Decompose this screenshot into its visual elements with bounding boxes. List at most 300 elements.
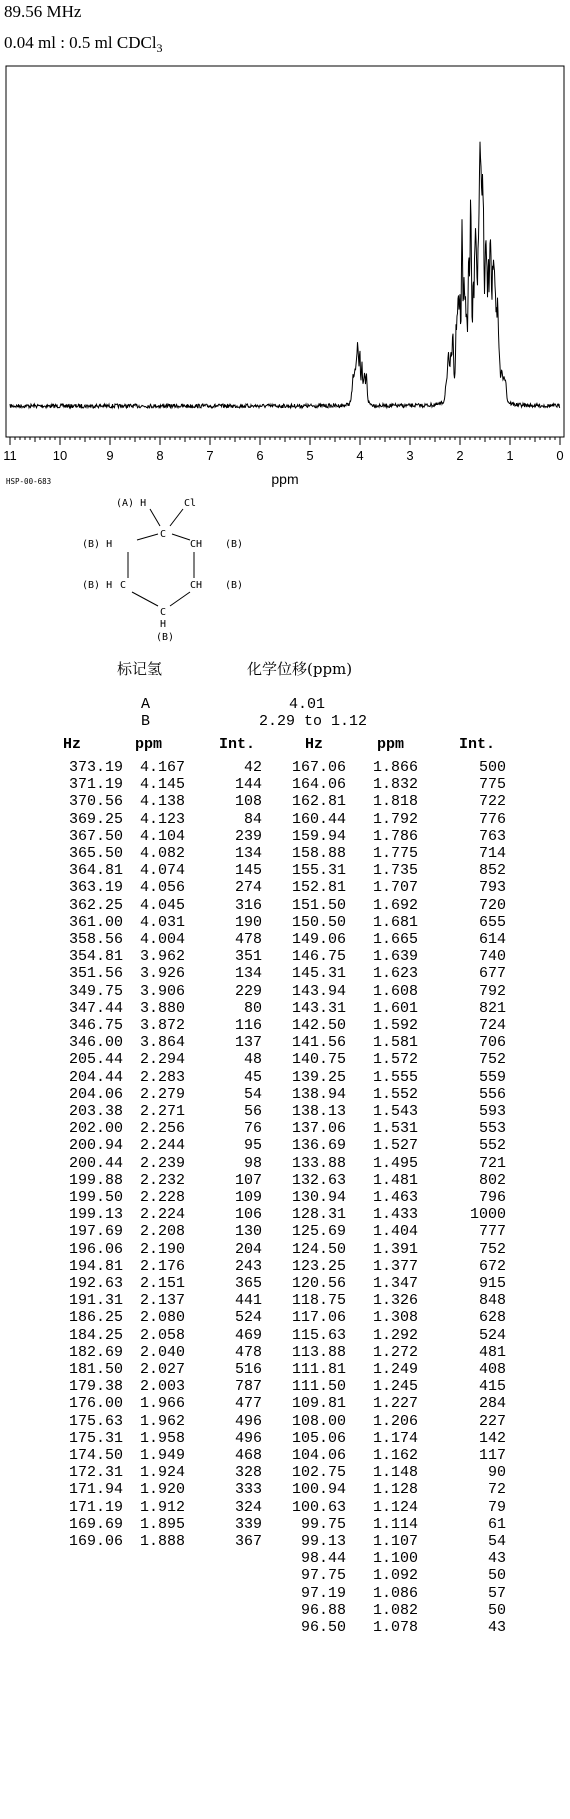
label-c4: C (160, 607, 167, 618)
cell-left-int: 98 (243, 1154, 262, 1172)
cell-right-hz: 152.81 (291, 879, 346, 897)
spectrum-trace (10, 142, 560, 408)
cell-right-int: 1000 (469, 1206, 506, 1224)
cell-left-ppm: 2.283 (139, 1068, 185, 1086)
header-hz-left: Hz (63, 736, 82, 753)
cell-right-hz: 111.50 (291, 1378, 346, 1396)
cell-right-int: 57 (487, 1584, 506, 1602)
cell-left-int: 134 (234, 965, 262, 983)
cell-left-int: 204 (234, 1240, 262, 1258)
cell-left-int: 137 (234, 1034, 262, 1052)
cell-left-hz: 202.00 (68, 1120, 123, 1138)
cell-left-hz: 349.75 (68, 982, 123, 1000)
label-b-bottom: (B) (156, 632, 175, 643)
cell-left-ppm: 2.040 (139, 1343, 185, 1361)
cell-left-int: 496 (234, 1412, 262, 1430)
cell-left-hz: 184.25 (68, 1326, 123, 1344)
cell-left-int: 239 (234, 827, 262, 845)
x-tick-label: 3 (406, 448, 414, 463)
cell-right-int: 72 (487, 1481, 506, 1499)
assignment-shift-b: 2.29 to 1.12 (259, 713, 368, 730)
label-c3: C (120, 580, 127, 591)
cell-left-hz: 205.44 (68, 1051, 123, 1069)
cell-right-ppm: 1.326 (372, 1292, 418, 1310)
cell-left-ppm: 2.256 (139, 1120, 185, 1138)
cell-right-int: 284 (478, 1395, 506, 1413)
cell-left-int: 468 (234, 1447, 262, 1464)
cell-right-ppm: 1.623 (372, 965, 418, 983)
cell-left-ppm: 2.239 (139, 1154, 185, 1172)
cell-left-hz: 203.38 (68, 1103, 123, 1120)
cell-left-ppm: 4.104 (139, 827, 185, 845)
cell-right-hz: 139.25 (291, 1068, 346, 1086)
cell-left-ppm: 3.906 (139, 982, 185, 1000)
label-b-h2-upper-left: (B) H (82, 539, 113, 550)
cell-left-hz: 369.25 (68, 810, 123, 828)
cell-right-hz: 143.94 (291, 982, 346, 1000)
cell-left-ppm: 2.271 (139, 1103, 185, 1120)
cell-right-ppm: 1.818 (372, 793, 418, 811)
plot-frame (6, 66, 564, 437)
cell-right-int: 500 (478, 759, 506, 776)
cell-right-int: 720 (478, 896, 506, 914)
cell-right-hz: 102.75 (291, 1464, 346, 1482)
cell-right-int: 821 (478, 999, 506, 1017)
x-tick-label: 7 (206, 448, 214, 463)
cell-right-ppm: 1.786 (372, 827, 418, 845)
cell-right-ppm: 1.608 (372, 982, 418, 1000)
cell-left-hz: 362.25 (68, 896, 123, 914)
cell-left-hz: 200.94 (68, 1137, 123, 1155)
x-tick-label: 11 (3, 448, 17, 463)
header-int-right: Int. (459, 736, 496, 753)
cell-left-ppm: 3.926 (139, 965, 185, 983)
cell-left-ppm: 2.003 (139, 1378, 185, 1396)
cell-right-ppm: 1.206 (372, 1412, 418, 1430)
cell-left-int: 333 (234, 1481, 262, 1499)
cell-left-int: 496 (234, 1429, 262, 1447)
cell-right-int: 481 (478, 1343, 506, 1361)
cell-left-hz: 174.50 (68, 1447, 123, 1464)
cell-left-hz: 176.00 (68, 1395, 123, 1413)
cell-right-ppm: 1.481 (372, 1171, 418, 1189)
cell-left-hz: 346.00 (68, 1034, 123, 1052)
cell-left-ppm: 1.958 (139, 1429, 185, 1447)
cell-right-int: 593 (478, 1103, 506, 1120)
cell-left-ppm: 4.004 (139, 931, 185, 948)
cell-right-int: 54 (487, 1533, 506, 1550)
cell-left-ppm: 2.279 (139, 1085, 185, 1103)
cell-right-ppm: 1.100 (372, 1550, 418, 1568)
cell-right-hz: 149.06 (291, 931, 346, 948)
cell-left-hz: 192.63 (68, 1275, 123, 1292)
x-tick-label: 8 (156, 448, 164, 463)
cell-right-hz: 158.88 (291, 845, 346, 862)
cell-right-hz: 142.50 (291, 1017, 346, 1034)
cell-right-hz: 137.06 (291, 1120, 346, 1138)
cell-left-hz: 370.56 (68, 793, 123, 811)
cell-left-ppm: 3.962 (139, 948, 185, 966)
cell-right-int: 79 (487, 1498, 506, 1516)
cell-right-hz: 96.50 (300, 1619, 346, 1636)
cell-left-hz: 172.31 (68, 1464, 123, 1482)
cell-left-int: 45 (243, 1068, 262, 1086)
cell-right-hz: 108.00 (291, 1412, 346, 1430)
cell-right-ppm: 1.078 (372, 1619, 418, 1636)
cell-left-ppm: 2.244 (139, 1137, 185, 1155)
label-c1: C (160, 529, 167, 540)
cell-right-int: 802 (478, 1171, 506, 1189)
cell-right-int: 61 (487, 1515, 506, 1533)
cell-right-int: 43 (487, 1619, 506, 1636)
cell-right-int: 724 (478, 1017, 506, 1034)
cell-left-int: 84 (243, 810, 262, 828)
sample-description (4, 33, 163, 56)
assignment-shift-a: 4.01 (289, 696, 326, 713)
cell-left-ppm: 2.137 (139, 1292, 185, 1310)
cell-right-int: 740 (478, 948, 506, 966)
cell-right-int: 777 (478, 1223, 506, 1241)
cell-left-int: 108 (234, 793, 262, 811)
cell-right-hz: 146.75 (291, 948, 346, 966)
cell-left-ppm: 1.895 (139, 1515, 185, 1533)
cell-left-ppm: 2.208 (139, 1223, 185, 1241)
cell-left-hz: 200.44 (68, 1154, 123, 1172)
cell-left-int: 106 (234, 1206, 262, 1224)
cell-right-int: 408 (478, 1361, 506, 1378)
cell-right-int: 556 (478, 1085, 506, 1103)
x-axis-tick-labels (3, 448, 563, 463)
cell-right-int: 848 (478, 1292, 506, 1310)
cell-right-hz: 115.63 (291, 1326, 346, 1344)
cell-right-ppm: 1.639 (372, 948, 418, 966)
cell-right-hz: 128.31 (291, 1206, 346, 1224)
cell-left-int: 134 (234, 845, 262, 862)
cell-right-ppm: 1.128 (372, 1481, 418, 1499)
cell-right-int: 763 (478, 827, 506, 845)
cell-right-ppm: 1.555 (372, 1068, 418, 1086)
cell-left-hz: 367.50 (68, 827, 123, 845)
sample-main: 0.04 ml : 0.5 ml CDCl (4, 33, 157, 52)
cell-right-ppm: 1.495 (372, 1154, 418, 1172)
cell-right-hz: 164.06 (291, 776, 346, 794)
cell-left-ppm: 1.924 (139, 1464, 185, 1482)
cell-left-int: 524 (234, 1309, 262, 1327)
cell-left-int: 328 (234, 1464, 262, 1482)
cell-left-hz: 351.56 (68, 965, 123, 983)
x-axis-label: ppm (271, 471, 299, 487)
bond-c3-c4 (132, 592, 158, 606)
label-b-lower-right: (B) (225, 580, 244, 591)
cell-right-int: 43 (487, 1550, 506, 1568)
cell-right-int: 672 (478, 1257, 506, 1275)
cell-left-ppm: 1.920 (139, 1481, 185, 1499)
cell-right-ppm: 1.527 (372, 1137, 418, 1155)
cell-right-hz: 130.94 (291, 1189, 346, 1206)
cell-right-int: 793 (478, 879, 506, 897)
cell-right-hz: 155.31 (291, 862, 346, 880)
cell-left-ppm: 2.190 (139, 1240, 185, 1258)
x-tick-label: 2 (456, 448, 464, 463)
cell-right-hz: 113.88 (291, 1343, 346, 1361)
x-tick-label: 10 (52, 448, 68, 463)
cell-right-hz: 125.69 (291, 1223, 346, 1241)
cell-left-hz: 171.19 (68, 1498, 123, 1516)
cell-right-int: 752 (478, 1051, 506, 1069)
cell-left-hz: 361.00 (68, 913, 123, 931)
cell-left-hz: 179.38 (68, 1378, 123, 1396)
cell-right-int: 553 (478, 1120, 506, 1138)
header-int-left: Int. (219, 736, 256, 753)
cell-left-int: 478 (234, 1343, 262, 1361)
cell-left-int: 56 (243, 1103, 262, 1120)
cell-left-hz: 196.06 (68, 1240, 123, 1258)
cell-right-hz: 100.63 (291, 1498, 346, 1516)
cell-left-hz: 204.44 (68, 1068, 123, 1086)
cell-right-ppm: 1.592 (372, 1017, 418, 1034)
cell-left-int: 274 (234, 879, 262, 897)
shift-column-header: 化学位移(ppm) (247, 660, 353, 678)
cell-right-hz: 111.81 (291, 1361, 346, 1378)
cell-right-ppm: 1.308 (372, 1309, 418, 1327)
label-ch2-upper-right: CH (190, 539, 203, 550)
cell-right-hz: 105.06 (291, 1429, 346, 1447)
cell-left-hz: 204.06 (68, 1085, 123, 1103)
cell-left-int: 130 (234, 1223, 262, 1241)
cell-left-ppm: 4.138 (139, 793, 185, 811)
cell-right-hz: 140.75 (291, 1051, 346, 1069)
cell-left-ppm: 2.027 (139, 1361, 185, 1378)
cell-right-ppm: 1.792 (372, 810, 418, 828)
label-h2-bottom: H (160, 619, 167, 630)
cell-right-ppm: 1.433 (372, 1206, 418, 1224)
cell-right-ppm: 1.707 (372, 879, 418, 897)
cell-left-int: 54 (243, 1085, 262, 1103)
cell-left-hz: 182.69 (68, 1343, 123, 1361)
sample-subscript: 3 (156, 41, 163, 55)
cell-right-int: 90 (487, 1464, 506, 1482)
cell-left-ppm: 2.228 (139, 1189, 185, 1206)
cell-left-ppm: 1.888 (139, 1533, 185, 1550)
cell-left-ppm: 3.872 (139, 1017, 185, 1034)
cell-left-ppm: 4.031 (139, 913, 185, 931)
assignment-label-b: B (141, 713, 151, 730)
cell-right-ppm: 1.581 (372, 1034, 418, 1052)
cell-left-int: 116 (234, 1017, 262, 1034)
spectrometer-frequency: 89.56 MHz (4, 2, 82, 21)
cell-left-int: 144 (234, 776, 262, 794)
cell-left-int: 190 (234, 913, 262, 931)
bond-c1-c2 (137, 534, 158, 540)
cell-right-hz: 151.50 (291, 896, 346, 914)
cell-left-hz: 175.31 (68, 1429, 123, 1447)
cell-left-ppm: 2.176 (139, 1257, 185, 1275)
cell-right-ppm: 1.866 (372, 759, 418, 776)
cell-left-ppm: 2.058 (139, 1326, 185, 1344)
cell-right-hz: 133.88 (291, 1154, 346, 1172)
x-axis-ticks (10, 437, 560, 445)
cell-left-hz: 373.19 (68, 759, 123, 776)
cell-right-int: 50 (487, 1601, 506, 1619)
cell-left-int: 80 (243, 999, 262, 1017)
cell-right-int: 524 (478, 1326, 506, 1344)
cell-right-int: 721 (478, 1154, 506, 1172)
cell-right-ppm: 1.735 (372, 862, 418, 880)
x-tick-label: 9 (106, 448, 114, 463)
label-ch2-lower-right: CH (190, 580, 203, 591)
cell-right-hz: 99.75 (300, 1515, 346, 1533)
cell-left-hz: 175.63 (68, 1412, 123, 1430)
cell-right-hz: 138.94 (291, 1085, 346, 1103)
cell-right-hz: 143.31 (291, 999, 346, 1017)
header-ppm-left: ppm (135, 736, 163, 753)
cell-right-int: 915 (478, 1275, 506, 1292)
cell-right-hz: 160.44 (291, 810, 346, 828)
cell-left-int: 339 (234, 1515, 262, 1533)
cell-right-ppm: 1.114 (372, 1515, 418, 1533)
cell-right-ppm: 1.227 (372, 1395, 418, 1413)
cell-right-ppm: 1.391 (372, 1240, 418, 1258)
cell-left-hz: 199.13 (68, 1206, 123, 1224)
cell-right-int: 227 (478, 1412, 506, 1430)
cell-right-int: 628 (478, 1309, 506, 1327)
cell-right-hz: 98.44 (300, 1550, 346, 1568)
cell-right-hz: 167.06 (291, 759, 346, 776)
cell-left-ppm: 1.966 (139, 1395, 185, 1413)
cell-right-hz: 124.50 (291, 1240, 346, 1258)
cell-left-int: 367 (234, 1533, 262, 1550)
cell-right-ppm: 1.347 (372, 1275, 418, 1292)
cell-right-hz: 99.13 (300, 1533, 346, 1550)
x-tick-label: 5 (306, 448, 314, 463)
cell-left-ppm: 4.123 (139, 810, 185, 828)
cell-left-int: 516 (234, 1361, 262, 1378)
cell-right-ppm: 1.377 (372, 1257, 418, 1275)
cell-left-int: 109 (234, 1189, 262, 1206)
cell-right-int: 117 (478, 1447, 506, 1464)
cell-right-int: 614 (478, 931, 506, 948)
cell-right-hz: 97.19 (300, 1584, 346, 1602)
cell-right-int: 796 (478, 1189, 506, 1206)
cell-left-hz: 197.69 (68, 1223, 123, 1241)
cell-right-hz: 138.13 (291, 1103, 346, 1120)
cell-right-ppm: 1.249 (372, 1361, 418, 1378)
cell-left-int: 787 (234, 1378, 262, 1396)
bond-c1-cl (170, 509, 183, 526)
cell-right-hz: 145.31 (291, 965, 346, 983)
cell-right-hz: 97.75 (300, 1567, 346, 1585)
cell-left-ppm: 1.962 (139, 1412, 185, 1430)
cell-left-hz: 363.19 (68, 879, 123, 897)
cell-left-hz: 181.50 (68, 1361, 123, 1378)
cell-right-int: 775 (478, 776, 506, 794)
cell-left-int: 76 (243, 1120, 262, 1138)
cell-right-ppm: 1.572 (372, 1051, 418, 1069)
cell-left-hz: 169.06 (68, 1533, 123, 1550)
cell-left-hz: 186.25 (68, 1309, 123, 1327)
cell-left-int: 48 (243, 1051, 262, 1069)
cell-right-int: 714 (478, 845, 506, 862)
cell-left-int: 441 (234, 1292, 262, 1310)
cell-right-ppm: 1.174 (372, 1429, 418, 1447)
x-tick-label: 0 (556, 448, 564, 463)
cell-left-ppm: 1.912 (139, 1498, 185, 1516)
cell-left-int: 365 (234, 1275, 262, 1292)
cell-left-hz: 365.50 (68, 845, 123, 862)
cell-right-int: 50 (487, 1567, 506, 1585)
cell-right-ppm: 1.082 (372, 1601, 418, 1619)
cell-right-ppm: 1.681 (372, 913, 418, 931)
cell-left-hz: 199.88 (68, 1171, 123, 1189)
cell-left-int: 229 (234, 982, 262, 1000)
cell-right-hz: 96.88 (300, 1601, 346, 1619)
cell-right-hz: 141.56 (291, 1034, 346, 1052)
cell-right-ppm: 1.086 (372, 1584, 418, 1602)
cell-right-int: 706 (478, 1034, 506, 1052)
label-column-header: 标记氢 (117, 660, 163, 678)
cell-left-hz: 347.44 (68, 999, 123, 1017)
molecule-structure (80, 490, 260, 643)
cell-right-ppm: 1.292 (372, 1326, 418, 1344)
cell-right-hz: 132.63 (291, 1171, 346, 1189)
cell-left-ppm: 2.151 (139, 1275, 185, 1292)
cell-left-hz: 171.94 (68, 1481, 123, 1499)
cell-left-int: 107 (234, 1171, 262, 1189)
cell-right-ppm: 1.543 (372, 1103, 418, 1120)
cell-right-hz: 118.75 (291, 1292, 346, 1310)
bond-c5-c4 (170, 592, 190, 606)
cell-left-int: 351 (234, 948, 262, 966)
cell-right-hz: 150.50 (291, 913, 346, 931)
cell-right-ppm: 1.531 (372, 1120, 418, 1138)
cell-left-hz: 354.81 (68, 948, 123, 966)
cell-left-int: 469 (234, 1326, 262, 1344)
cell-left-ppm: 4.045 (139, 896, 185, 914)
cell-left-int: 95 (243, 1137, 262, 1155)
bond-c1-h (150, 509, 160, 526)
cell-right-ppm: 1.124 (372, 1498, 418, 1516)
cell-right-ppm: 1.404 (372, 1223, 418, 1241)
cell-right-int: 655 (478, 913, 506, 931)
label-b-upper-right: (B) (225, 539, 244, 550)
cell-right-ppm: 1.162 (372, 1447, 418, 1464)
cell-left-hz: 371.19 (68, 776, 123, 794)
cell-right-ppm: 1.601 (372, 999, 418, 1017)
cell-left-int: 145 (234, 862, 262, 880)
cell-right-ppm: 1.692 (372, 896, 418, 914)
cell-left-ppm: 4.056 (139, 879, 185, 897)
cell-right-int: 776 (478, 810, 506, 828)
cell-right-hz: 136.69 (291, 1137, 346, 1155)
cell-left-int: 316 (234, 896, 262, 914)
cell-left-ppm: 4.167 (139, 759, 185, 776)
label-a-h: (A) H (116, 498, 147, 509)
cell-left-ppm: 2.080 (139, 1309, 185, 1327)
bond-c1-c6 (172, 534, 190, 540)
cell-right-ppm: 1.148 (372, 1464, 418, 1482)
cell-right-int: 559 (478, 1068, 506, 1086)
cell-right-int: 852 (478, 862, 506, 880)
cell-right-ppm: 1.272 (372, 1343, 418, 1361)
header-hz-right: Hz (305, 736, 324, 753)
cell-right-hz: 162.81 (291, 793, 346, 811)
cell-left-hz: 358.56 (68, 931, 123, 948)
cell-left-ppm: 4.145 (139, 776, 185, 794)
x-tick-label: 1 (506, 448, 514, 463)
cell-left-ppm: 4.074 (139, 862, 185, 880)
cell-right-ppm: 1.107 (372, 1533, 418, 1550)
cell-left-int: 324 (234, 1498, 262, 1516)
